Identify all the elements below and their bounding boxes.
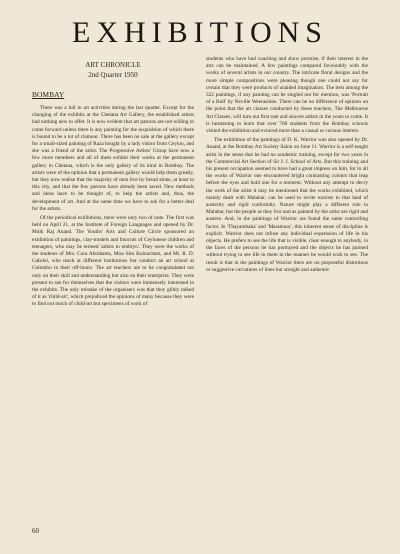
paragraph: The exhibition of the paintings of D. K. Warrior was also opened by Dr. Anand, at the Bombay Art Society Salon on June 11. Warrior is a self-taught artist in the sense that he had no academic training, except for two years in the Commercial Art Section of Sir J. J. School of Arts. But this training and his present occupation seemed to have had a great impress on him, for in all the works of Warrior one encountered bright contrasting colours that leap before the eyes and hold one for a moment. Without any attempt to decry the work of the artist it may be mentioned that the works exhibited, which mainly dealt with Malabar, can be used to invite tourists to that land of austerity and rigid conformity. Nature might play a different role in Malabar, but the people as they live and as painted by the artist are rigid and austere. And, in the paintings of Warrior are found the same controlling factor. In 'Thayambaka' and 'Maramuar', this inherent sense of discipline is explicit. Warrior does not infuse any individual expression of life in his objects. He prefers to see the life that is visible, clear enough to anybody, in the faces of the persons he has portrayed and the objects he has painted without trying to see life in them in the manner he would wish to see. The result is that in the paintings of Warrior there are no purposeful distortions or suggestive curvatures of lines but straight and authentic <box>206 137 368 273</box>
paragraph: Of the periodical exhibitions, there were only two of note. The first was held on April 21, at the Institute of Foreign Languages and opened by Dr. Mulk Raj Anand. The Youths' Arts and Culture Circle sponsored an exhibition of paintings, clay-models and linocuts of Ceylonese children and teenagers, who may be termed 'artists in embryo'. They were the works of the students of Mrs. Cora Abrahams, Miss Situ Kulnacham, and Mr. R. D. Gabriel, who teach at different institutions but conduct an art school at Colombo in their off-hours. The art teachers are to be congratulated not only on their skill and understanding but also on their enterprise. They were present to see for themselves that the visitors were immensely interested in the exhibits. The only mistake of the organisers was that they glibly talked of it as 'child-art', which prejudiced the opinions of many because they were to find not much of child-art but specimens of work of <box>32 215 194 308</box>
paragraph: students who have had coaching and show promise, if their interest in the arts can be maintained. A few paintings compared favourably with the works of several artists in our country. The intricate floral designs and the more simple compositions were pleasing though one could not say for certain that they were products of unaided imagination. The best among the 322 paintings, if any painting can be singled out for mention, was 'Portrait of a Bull' by Neville Weerasinhe. There can be no difference of opinion on the point that the art classes conducted by these teachers, The Melbourne Art Classes, will turn out first rate and sincere artists in the years to come. It is heartening to learn that over 700 students from the Bombay schools visited the exhibition and evinced more than a casual or curious interest. <box>206 56 368 135</box>
page-number: 60 <box>32 527 39 535</box>
right-column <box>206 56 368 274</box>
paragraph: There was a lull in art activities during the last quarter. Except for the changing of the exhibits at the Chetana Art Gallery, the established artists had nothing new to offer. It is now evident that art patrons are not willing to come forward unless there is any painting for the acquisition of which there is bound to be a lot of clamour. There has been no sale at the gallery except for a small-sized painting of Raza bought by a lady visitor from Ceylon, and she was a friend of the artist. The Progressive Artists' Group have now a few more members and all of them exhibit their works at the permanent gallery in Chetana, which is the only gallery of its kind in Bombay. The artists were of the opinion that a permanent gallery would help them greatly, but they now realise that the majority of men live by bread alone, at least in this city, and that the few patrons have already been taxed. New methods and ideas have to be thought of, to help the artists and, thus, the development of art. And at the same time we have to ask for a better deal for the artists. <box>32 105 194 212</box>
page-title: EXHIBITIONS <box>72 16 328 49</box>
left-column <box>32 58 194 309</box>
period-line: 2nd Quarter 1950 <box>88 71 138 79</box>
section-heading: BOMBAY <box>32 90 65 99</box>
source-line: ART CHRONICLE <box>85 61 141 69</box>
